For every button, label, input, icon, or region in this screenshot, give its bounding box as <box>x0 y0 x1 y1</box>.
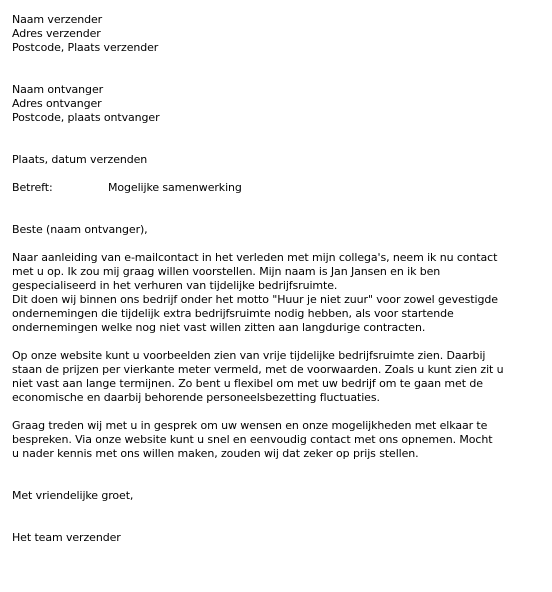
body-p2-line: staan de prijzen per vierkante meter vermeld, met de voorwaarden. Zoals u kunt zien zit u <box>12 363 504 376</box>
body-p1-line: gespecialiseerd in het verhuren van tijdelijke bedrijfsruimte. <box>12 279 338 292</box>
place-date: Plaats, datum verzenden <box>12 153 148 166</box>
sender-postcode-city: Postcode, Plaats verzender <box>12 41 159 54</box>
body-p1-line: ondernemingen die tijdelijk extra bedrijfsruimte nodig hebben, als voor startende <box>12 307 454 320</box>
body-p1-line: met u op. Ik zou mij graag willen voorstellen. Mijn naam is Jan Jansen en ik ben <box>12 265 441 278</box>
body-p1-line: Naar aanleiding van e-mailcontact in het verleden met mijn collega's, neem ik nu contact <box>12 251 498 264</box>
recipient-postcode-city: Postcode, plaats ontvanger <box>12 111 160 124</box>
subject-label: Betreft: <box>12 181 53 194</box>
recipient-name: Naam ontvanger <box>12 83 104 96</box>
body-p3-line: u nader kennis met ons willen maken, zouden wij dat zeker op prijs stellen. <box>12 447 419 460</box>
body-p1-line: Dit doen wij binnen ons bedrijf onder het motto "Huur je niet zuur" voor zowel gevestigde <box>12 293 498 306</box>
sender-address: Adres verzender <box>12 27 101 40</box>
subject-value: Mogelijke samenwerking <box>108 181 242 194</box>
body-p2-line: niet vast aan lange termijnen. Zo bent u flexibel om met uw bedrijf om te gaan met de <box>12 377 483 390</box>
salutation: Beste (naam ontvanger), <box>12 223 148 236</box>
body-p3-line: Graag treden wij met u in gesprek om uw wensen en onze mogelijkheden met elkaar te <box>12 419 488 432</box>
closing: Met vriendelijke groet, <box>12 489 134 502</box>
recipient-address: Adres ontvanger <box>12 97 102 110</box>
body-p3-line: bespreken. Via onze website kunt u snel en eenvoudig contact met ons opnemen. Mocht <box>12 433 493 446</box>
body-p2-line: Op onze website kunt u voorbeelden zien van vrije tijdelijke bedrijfsruimte zien. Daarbij <box>12 349 486 362</box>
body-p1-line: ondernemingen welke nog niet vast willen zitten aan langdurige contracten. <box>12 321 426 334</box>
sender-name: Naam verzender <box>12 13 103 26</box>
body-p2-line: economische en daarbij behorende personeelsbezetting fluctuaties. <box>12 391 380 404</box>
signature: Het team verzender <box>12 531 121 544</box>
